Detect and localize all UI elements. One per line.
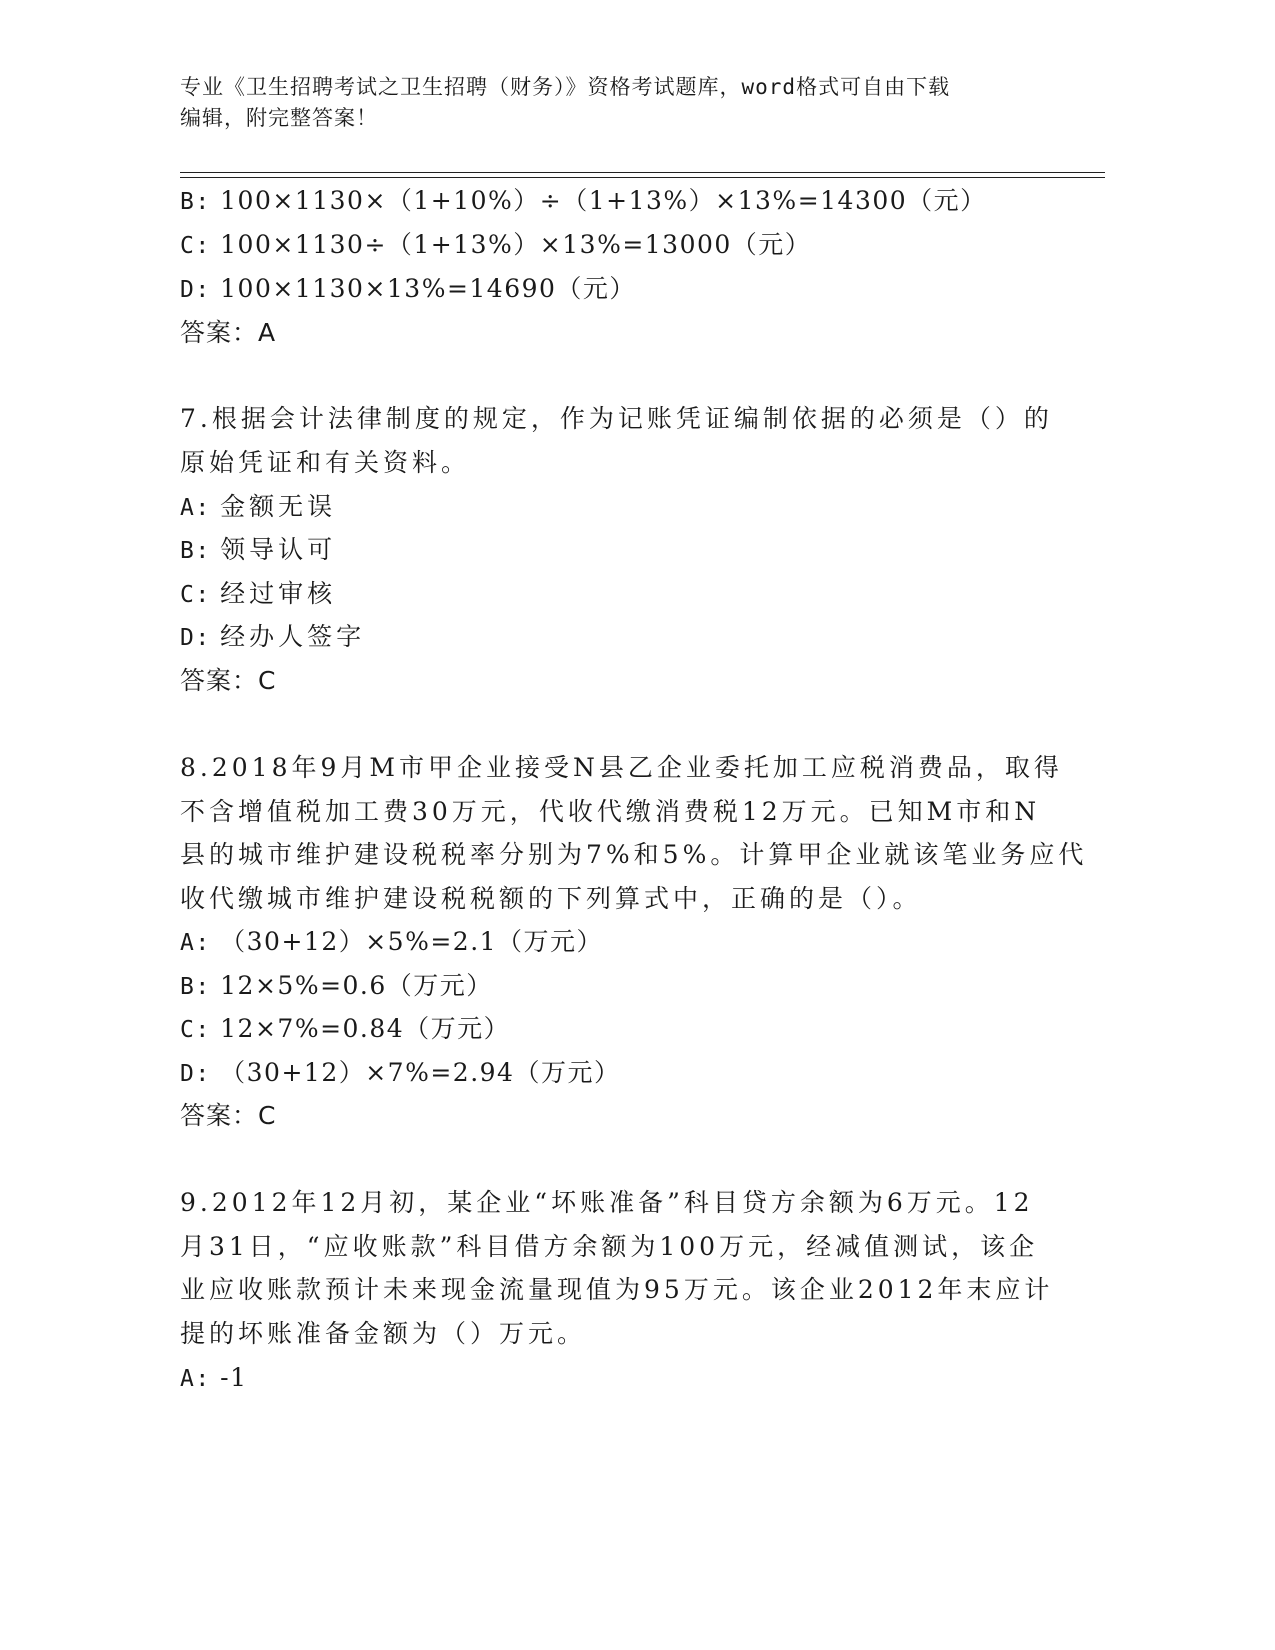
q7-option-a [180,492,336,523]
q8-stem-line-1: 8.2018年9月M市甲企业接受N县乙企业委托加工应税消费品，取得 [180,753,1063,782]
q8-option-d [180,1058,620,1089]
option-text: 金额无误 [220,492,337,521]
option-letter: B: [180,974,211,1000]
option-letter: D: [180,1061,211,1087]
header-divider [180,172,1105,173]
option-text: （30+12）×7%=2.94（万元） [220,1058,621,1087]
q8-option-c [180,1014,510,1045]
option-text: 经办人签字 [220,622,366,651]
q7-option-b [180,535,336,566]
option-text: -1 [220,1363,248,1392]
option-letter: B: [180,538,211,564]
q7-option-d [180,622,365,653]
q7-stem-line-2: 原始凭证和有关资料。 [180,448,471,477]
option-letter: A: [180,1366,211,1392]
q8-stem-line-4: 收代缴城市维护建设税税额的下列算式中，正确的是（）。 [180,884,922,913]
option-letter: B: [180,189,211,215]
header-line-1: 专业《卫生招聘考试之卫生招聘（财务）》资格考试题库，word格式可自由下载 [180,75,951,99]
q6-answer: 答案：A [180,318,277,347]
option-text: 12×5%=0.6（万元） [220,971,493,1000]
option-text: 领导认可 [220,535,337,564]
q8-stem-line-3: 县的城市维护建设税税率分别为7%和5%。计算甲企业就该笔业务应代 [180,840,1088,869]
option-letter: A: [180,930,211,956]
q8-answer: 答案：C [180,1101,277,1130]
page-header [180,72,1060,134]
option-text: 100×1130÷（1+13%）×13%=13000（元） [220,230,812,259]
option-text: 100×1130×（1+10%）÷（1+13%）×13%=14300（元） [220,186,987,215]
option-letter: A: [180,495,211,521]
option-text: 100×1130×13%=14690（元） [220,274,636,303]
q9-option-a [180,1363,248,1394]
option-letter: D: [180,277,211,303]
q7-answer: 答案：C [180,666,277,695]
header-line-2: 编辑，附完整答案！ [180,106,378,130]
option-letter: C: [180,233,211,259]
q6-option-c [180,230,811,261]
q7-stem-line-1: 7.根据会计法律制度的规定，作为记账凭证编制依据的必须是（）的 [180,404,1053,433]
option-letter: D: [180,625,211,651]
q8-option-b [180,971,493,1002]
q9-stem-line-4: 提的坏账准备金额为（）万元。 [180,1319,587,1348]
header-divider-double [180,177,1105,178]
q8-stem-line-2: 不含增值税加工费30万元，代收代缴消费税12万元。已知M市和N [180,797,1041,826]
option-text: （30+12）×5%=2.1（万元） [220,927,604,956]
q9-stem-line-2: 月31日，“应收账款”科目借方余额为100万元，经减值测试，该企 [180,1232,1039,1261]
q6-option-d [180,274,636,305]
q7-option-c [180,579,336,610]
option-text: 经过审核 [220,579,337,608]
option-letter: C: [180,582,211,608]
option-text: 12×7%=0.84（万元） [220,1014,511,1043]
q9-stem-line-1: 9.2012年12月初，某企业“坏账准备”科目贷方余额为6万元。12 [180,1188,1034,1217]
q6-option-b [180,186,987,217]
q8-option-a [180,927,603,958]
q9-stem-line-3: 业应收账款预计未来现金流量现值为95万元。该企业2012年末应计 [180,1275,1054,1304]
option-letter: C: [180,1017,211,1043]
